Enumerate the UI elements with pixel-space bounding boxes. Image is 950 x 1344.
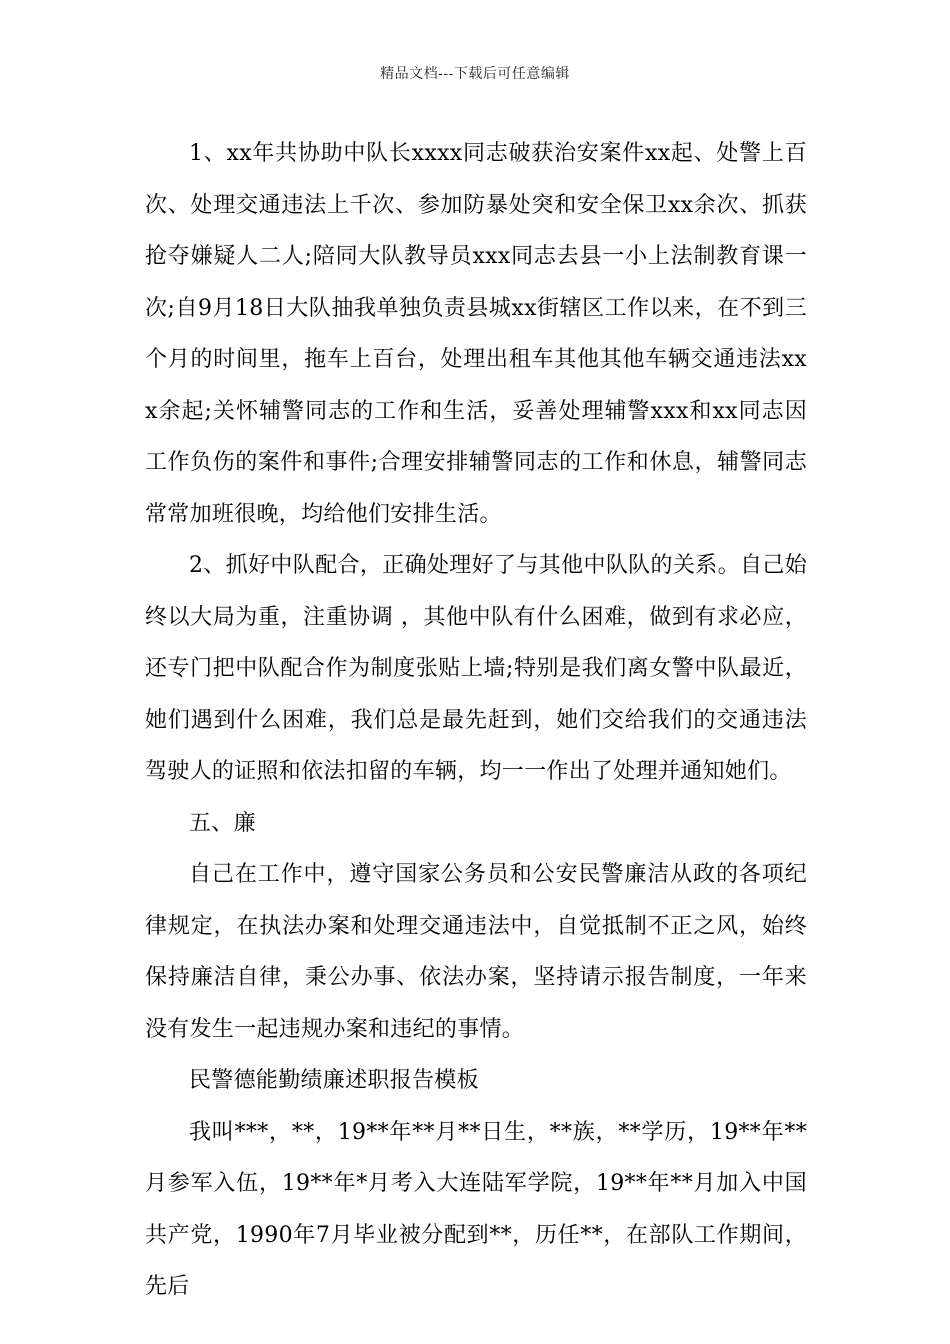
document-body — [145, 128, 807, 1313]
paragraph-assist-cases: 1、xx年共协助中队长xxxx同志破获治安案件xx起、处警上百次、处理交通违法上千次、参加防暴处突和安全保卫xx余次、抓获抢夺嫌疑人二人;陪同大队教导员xxx同志去县一小上法制教育课一次;自9月18日大队抽我单独负责县城xx街辖区工作以来，在不到三个月的时间里，拖车上百台，处理出租车其他其他车辆交通违法xxx余起;关怀辅警同志的工作和生活，妥善处理辅警xxx和xx同志因工作负伤的案件和事件;合理安排辅警同志的工作和休息，辅警同志常常加班很晚，均给他们安排生活。 — [145, 141, 807, 527]
paragraph-integrity: 自己在工作中，遵守国家公务员和公安民警廉洁从政的各项纪律规定，在执法办案和处理交通违法中，自觉抵制不正之风，始终保持廉洁自律，秉公办事、依法办案，坚持请示报告制度，一年来没有发生一起违规办案和违纪的事情。 — [145, 862, 807, 1042]
paragraph-squad-cooperation: 2、抓好中队配合，正确处理好了与其他中队队的关系。自己始终以大局为重，注重协调 ，其他中队有什么困难，做到有求必应，还专门把中队配合作为制度张贴上墙;特别是我们离女警中队最近，她们遇到什么困难，我们总是最先赶到，她们交给我们的交通违法驾驶人的证照和依法扣留的车辆，均一一作出了处理并通知她们。 — [145, 553, 807, 784]
page-header: 精品文档---下载后可任意编辑 — [380, 66, 570, 82]
report-template-title: 民警德能勤绩廉述职报告模板 — [189, 1068, 479, 1093]
section-heading-integrity: 五、廉 — [189, 810, 256, 836]
paragraph-self-introduction: 我叫***，**，19**年**月**日生，**族，**学历，19**年**月参军入伍，19**年*月考入大连陆军学院，19**年**月加入中国共产党，1990年7月毕业被分配到**，历任**，在部队工作期间，先后 — [145, 1119, 807, 1299]
